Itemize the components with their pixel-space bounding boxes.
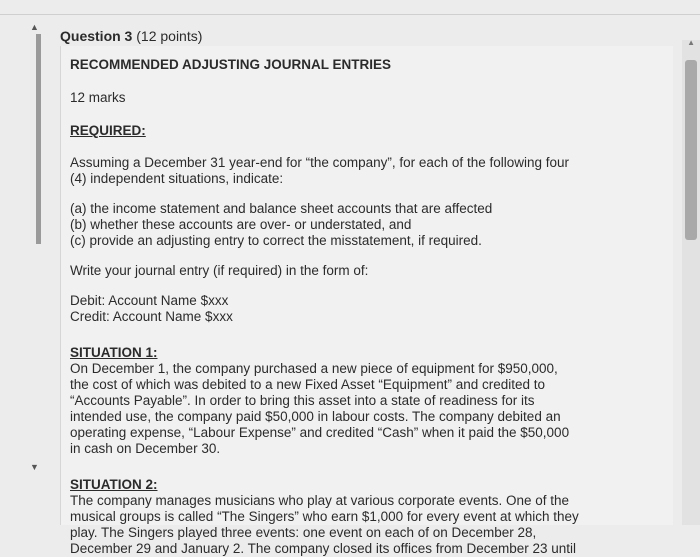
expand-arrow-icon[interactable]: ▼ (30, 462, 39, 472)
situation-1-title: SITUATION 1: (70, 345, 158, 360)
situation-2-line-4: December 29 and January 2. The company closed its offices from December 23 until (70, 541, 577, 556)
situation-1-line-6: in cash on December 30. (70, 441, 221, 456)
collapse-arrow-icon[interactable]: ▲ (30, 22, 39, 32)
situation-1-line-2: the cost of which was debited to a new Fixed Asset “Equipment” and credited to (70, 377, 546, 392)
marks-label: 12 marks (70, 90, 126, 105)
write-entry-instruction: Write your journal entry (if required) in the form of: (70, 263, 369, 278)
item-c: (c) provide an adjusting entry to correct the misstatement, if required. (70, 233, 482, 248)
situation-2-line-3: play. The Singers played three events: one event on each of on December 28, (70, 525, 537, 540)
intro-line-1: Assuming a December 31 year-end for “the company”, for each of the following four (70, 155, 569, 170)
situation-1-line-5: operating expense, “Labour Expense” and credited “Cash” when it paid the $50,000 (70, 425, 570, 440)
scroll-up-icon[interactable]: ▲ (687, 38, 695, 47)
item-a: (a) the income statement and balance sheet accounts that are affected (70, 201, 493, 216)
situation-2-line-2: musical groups is called “The Singers” who earn $1,000 for every event at which they (70, 509, 579, 524)
intro-line-2: (4) independent situations, indicate: (70, 171, 284, 186)
question-indicator-bar (36, 34, 41, 244)
question-number: Question 3 (60, 28, 133, 44)
situation-1-line-4: intended use, the company paid $50,000 in labour costs. The company debited an (70, 409, 561, 424)
question-title (60, 28, 202, 44)
situation-2-title: SITUATION 2: (70, 477, 158, 492)
required-label: REQUIRED: (70, 123, 146, 138)
question-points: (12 points) (132, 28, 203, 44)
question-content (70, 57, 630, 557)
situation-2-line-1: The company manages musicians who play at various corporate events. One of the (70, 493, 570, 508)
item-b: (b) whether these accounts are over- or understated, and (70, 217, 412, 232)
credit-format: Credit: Account Name $xxx (70, 309, 233, 324)
debit-format: Debit: Account Name $xxx (70, 293, 229, 308)
situation-1-line-3: “Accounts Payable”. In order to bring this asset into a state of readiness for its (70, 393, 535, 408)
situation-1-line-1: On December 1, the company purchased a new piece of equipment for $950,000, (70, 361, 558, 376)
section-heading: RECOMMENDED ADJUSTING JOURNAL ENTRIES (70, 57, 392, 72)
top-divider (0, 14, 700, 15)
scrollbar-thumb[interactable] (685, 60, 697, 240)
